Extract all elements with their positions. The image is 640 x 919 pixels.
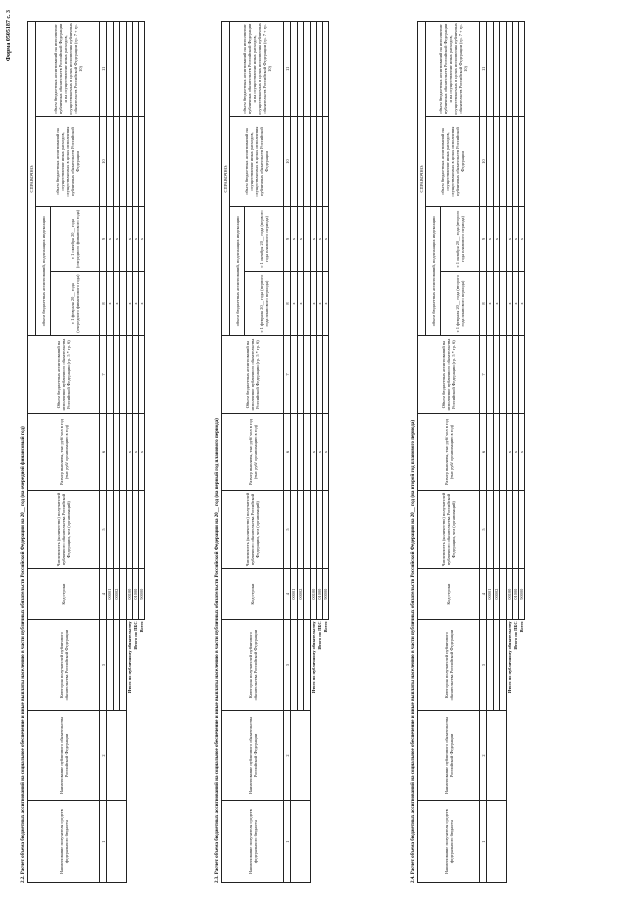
summary-row-code: 01000 — [132, 568, 138, 620]
column-number: 9 — [100, 207, 107, 272]
header-total-volume: объем бюджетных ассигнований на исполнение публичных обязательств Российской Федерации и на осуществление иных расходов, осуществляемых в целях исполнения публичных обязательств Российской Федерации (гр. 7 + гр. 10) — [426, 22, 480, 117]
summary-mark-9: x — [506, 207, 512, 272]
header-other-expenses: объем бюджетных ассигнований на осуществление иных расходов, осуществляемых в целях исполнения публичных обязательств Российской Федерации — [36, 116, 100, 206]
cell-row-code: 00001 — [291, 568, 298, 620]
summary-mark-8: x — [512, 271, 518, 336]
summary-total — [518, 22, 524, 117]
summary-row-code: 00100 — [310, 568, 316, 620]
header-reference: СПРАВОЧНО: — [28, 22, 36, 336]
summary-mark-6: x — [126, 413, 132, 490]
column-number: 10 — [284, 116, 291, 206]
column-number: 1 — [480, 801, 487, 883]
summary-mark-8: x — [132, 271, 138, 336]
summary-total — [322, 22, 328, 117]
header-from-october: с 1 октября 20__ года (второго года планового периода) — [441, 207, 480, 272]
summary-count — [138, 491, 144, 568]
cell-mark-8: x — [107, 271, 114, 336]
column-number: 5 — [480, 491, 487, 568]
cell-mark-9: x — [493, 207, 500, 272]
summary-label: Итого по ПБС — [512, 621, 518, 650]
calc-table — [417, 21, 525, 883]
calc-table — [221, 21, 329, 883]
column-number: 3 — [100, 620, 107, 710]
cell-mark-9: x — [291, 207, 298, 272]
header-obligation: Наименование публичного обязательства Российской Федерации — [222, 710, 284, 800]
header-from-october: с 1 октября 20__ года (первого года планового периода) — [245, 207, 284, 272]
column-number: 9 — [284, 207, 291, 272]
column-number: 7 — [100, 336, 107, 413]
column-number: 9 — [480, 207, 487, 272]
summary-row-code: 01000 — [316, 568, 322, 620]
column-number: 8 — [284, 271, 291, 336]
summary-label: Всего — [322, 621, 328, 633]
cell-mark-8: x — [297, 271, 304, 336]
summary-label: Итого по публичному обязательству — [506, 621, 512, 694]
header-volume: Объем бюджетных ассигнований на исполнение публичного обязательства Российской Федерации (гр. 5 * гр. 6) — [222, 336, 284, 413]
cell-mark-9: x — [487, 207, 494, 272]
summary-mark-8: x — [506, 271, 512, 336]
summary-volume — [322, 336, 328, 413]
summary-mark-6: x — [310, 413, 316, 490]
cell-row-code: 00001 — [487, 568, 494, 620]
column-number: 2 — [480, 710, 487, 800]
summary-mark-9: x — [126, 207, 132, 272]
header-count: Численность (количество) получателей публичного обязательства Российской Федерации, чел (организаций) — [28, 491, 100, 568]
summary-mark-8: x — [316, 271, 322, 336]
section-current-year — [20, 21, 145, 883]
column-number: 5 — [284, 491, 291, 568]
cell-row-code: 00001 — [107, 568, 114, 620]
summary-mark-6: x — [316, 413, 322, 490]
column-number: 11 — [284, 22, 291, 117]
summary-mark-6: x — [518, 413, 524, 490]
summary-other — [322, 116, 328, 206]
header-row-code: Код строки — [222, 568, 284, 620]
header-name: Наименование получателя средств федерального бюджета — [28, 801, 100, 883]
header-from-february: с 1 февраля 20__ года (первого года планового периода) — [245, 271, 284, 336]
header-from-february: с 1 февраля 20__ года (очередного финансового года) — [51, 271, 100, 336]
summary-mark-6: x — [512, 413, 518, 490]
header-name: Наименование получателя средств федерального бюджета — [418, 801, 480, 883]
summary-mark-9: x — [132, 207, 138, 272]
column-number: 8 — [480, 271, 487, 336]
header-other-expenses: объем бюджетных ассигнований на осуществление иных расходов, осуществляемых в целях исполнения публичных обязательств Российской Федерации — [230, 116, 284, 206]
summary-mark-9: x — [138, 207, 144, 272]
column-number: 7 — [284, 336, 291, 413]
column-number: 2 — [284, 710, 291, 800]
summary-row — [518, 22, 524, 883]
summary-mark-8: x — [126, 271, 132, 336]
column-number: 4 — [284, 568, 291, 620]
header-reference: СПРАВОЧНО: — [222, 22, 230, 336]
cell-mark-8: x — [291, 271, 298, 336]
calc-table — [27, 21, 145, 883]
section-title: 2.2. Расчет объема бюджетных ассигнований на социальное обеспечение и иные выплаты населению в части публичных обязательств Российской Федерации на 20__ год (на очередной финансовый год) — [21, 426, 26, 883]
header-payment-size: Размер выплаты, тыс руб/ чел в год (тыс руб/ организацию в год) — [28, 413, 100, 490]
summary-mark-9: x — [518, 207, 524, 272]
header-count: Численность (количество) получателей публичного обязательства Российской Федерации, чел (организаций) — [418, 491, 480, 568]
summary-row-code: 90000 — [518, 568, 524, 620]
summary-label: Всего — [518, 621, 524, 633]
column-number: 1 — [284, 801, 291, 883]
header-volume: Объем бюджетных ассигнований на исполнение публичного обязательства Российской Федерации (гр. 5 * гр. 6) — [28, 336, 100, 413]
cell-name — [487, 801, 507, 883]
header-from-february: с 1 февраля 20__ года (второго года планового периода) — [441, 271, 480, 336]
header-category: Категория получателей публичного обязательства Российской Федерации — [28, 620, 100, 710]
summary-label: Итого по ПБС — [316, 621, 322, 650]
summary-mark-9: x — [310, 207, 316, 272]
section-first-planned-year — [214, 21, 329, 883]
summary-mark-6: x — [322, 413, 328, 490]
summary-label: Итого по публичному обязательству — [310, 621, 316, 694]
summary-row — [138, 22, 144, 883]
section-second-planned-year — [410, 21, 525, 883]
header-category: Категория получателей публичного обязательства Российской Федерации — [222, 620, 284, 710]
header-indexed-volume: объем бюджетных ассигнований, подлежащих индексации — [426, 207, 441, 336]
column-number: 6 — [480, 413, 487, 490]
column-number: 5 — [100, 491, 107, 568]
cell-row-code: 00002 — [113, 568, 120, 620]
summary-mark-8: x — [138, 271, 144, 336]
summary-other — [518, 116, 524, 206]
header-reference: СПРАВОЧНО: — [418, 22, 426, 336]
cell-name — [291, 801, 311, 883]
cell-obligation — [107, 710, 127, 800]
header-category: Категория получателей публичного обязательства Российской Федерации — [418, 620, 480, 710]
summary-mark-9: x — [322, 207, 328, 272]
column-number: 4 — [480, 568, 487, 620]
header-indexed-volume: объем бюджетных ассигнований, подлежащих индексации — [36, 207, 51, 336]
column-number: 3 — [480, 620, 487, 710]
header-indexed-volume: объем бюджетных ассигнований, подлежащих индексации — [230, 207, 245, 336]
summary-row-code: 90000 — [322, 568, 328, 620]
summary-row-code: 00100 — [126, 568, 132, 620]
column-number: 11 — [480, 22, 487, 117]
header-row-code: Код строки — [418, 568, 480, 620]
header-name: Наименование получателя средств федерального бюджета — [222, 801, 284, 883]
cell-mark-8: x — [487, 271, 494, 336]
cell-mark-9: x — [297, 207, 304, 272]
summary-row — [322, 22, 328, 883]
summary-row-code: 90000 — [138, 568, 144, 620]
header-obligation: Наименование публичного обязательства Российской Федерации — [418, 710, 480, 800]
header-row-code: Код строки — [28, 568, 100, 620]
summary-mark-8: x — [322, 271, 328, 336]
summary-mark-6: x — [132, 413, 138, 490]
header-total-volume: объем бюджетных ассигнований на исполнение публичных обязательств Российской Федерации и на осуществление иных расходов, осуществляемых в целях исполнения публичных обязательств Российской Федерации (гр. 7 + гр. 10) — [36, 22, 100, 117]
form-reference: Форма 0505187 с. 3 — [6, 10, 12, 62]
header-volume: Объем бюджетных ассигнований на исполнение публичного обязательства Российской Федерации (гр. 5 * гр. 6) — [418, 336, 480, 413]
column-number: 10 — [100, 116, 107, 206]
summary-mark-6: x — [506, 413, 512, 490]
summary-volume — [138, 336, 144, 413]
cell-mark-9: x — [107, 207, 114, 272]
summary-total — [138, 22, 144, 117]
summary-other — [138, 116, 144, 206]
header-other-expenses: объем бюджетных ассигнований на осуществление иных расходов, осуществляемых в целях исполнения публичных обязательств Российской Федерации — [426, 116, 480, 206]
summary-row-code: 00100 — [506, 568, 512, 620]
summary-row-code: 01000 — [512, 568, 518, 620]
header-payment-size: Размер выплаты, тыс руб/ чел в год (тыс руб/ организацию в год) — [222, 413, 284, 490]
header-payment-size: Размер выплаты, тыс руб/ чел в год (тыс руб/ организацию в год) — [418, 413, 480, 490]
column-number: 10 — [480, 116, 487, 206]
summary-label: Всего — [138, 621, 144, 633]
cell-obligation — [487, 710, 507, 800]
column-number: 2 — [100, 710, 107, 800]
column-number: 1 — [100, 801, 107, 883]
column-number: 6 — [100, 413, 107, 490]
header-count: Численность (количество) получателей публичного обязательства Российской Федерации, чел (организаций) — [222, 491, 284, 568]
column-number: 4 — [100, 568, 107, 620]
cell-row-code: 00002 — [493, 568, 500, 620]
cell-mark-8: x — [113, 271, 120, 336]
column-number: 7 — [480, 336, 487, 413]
section-title: 2.4. Расчет объема бюджетных ассигнований на социальное обеспечение и иные выплаты населению в части публичных обязательств Российской Федерации на 20__ год (на второй год планового периода) — [411, 419, 416, 883]
column-number: 11 — [100, 22, 107, 117]
section-title: 2.3. Расчет объема бюджетных ассигнований на социальное обеспечение и иные выплаты населению в части публичных обязательств Российской Федерации на 20__ год (на первый год планового периода) — [215, 418, 220, 883]
cell-row-code: 00002 — [297, 568, 304, 620]
column-number: 3 — [284, 620, 291, 710]
summary-mark-9: x — [316, 207, 322, 272]
summary-mark-6: x — [138, 413, 144, 490]
cell-name — [107, 801, 127, 883]
summary-mark-8: x — [518, 271, 524, 336]
header-obligation: Наименование публичного обязательства Российской Федерации — [28, 710, 100, 800]
header-total-volume: объем бюджетных ассигнований на исполнение публичных обязательств Российской Федерации и на осуществление иных расходов, осуществляемых в целях исполнения публичных обязательств Российской Федерации (гр. 7 + гр. 10) — [230, 22, 284, 117]
cell-mark-8: x — [493, 271, 500, 336]
summary-mark-8: x — [310, 271, 316, 336]
summary-volume — [518, 336, 524, 413]
summary-count — [518, 491, 524, 568]
summary-label: Итого по публичному обязательству — [126, 621, 132, 694]
column-number: 6 — [284, 413, 291, 490]
cell-mark-9: x — [113, 207, 120, 272]
summary-count — [322, 491, 328, 568]
header-from-october: с 1 октября 20__ года (очередного финансового года) — [51, 207, 100, 272]
cell-obligation — [291, 710, 311, 800]
column-number: 8 — [100, 271, 107, 336]
summary-label: Итого по ПБС — [132, 621, 138, 650]
summary-mark-9: x — [512, 207, 518, 272]
